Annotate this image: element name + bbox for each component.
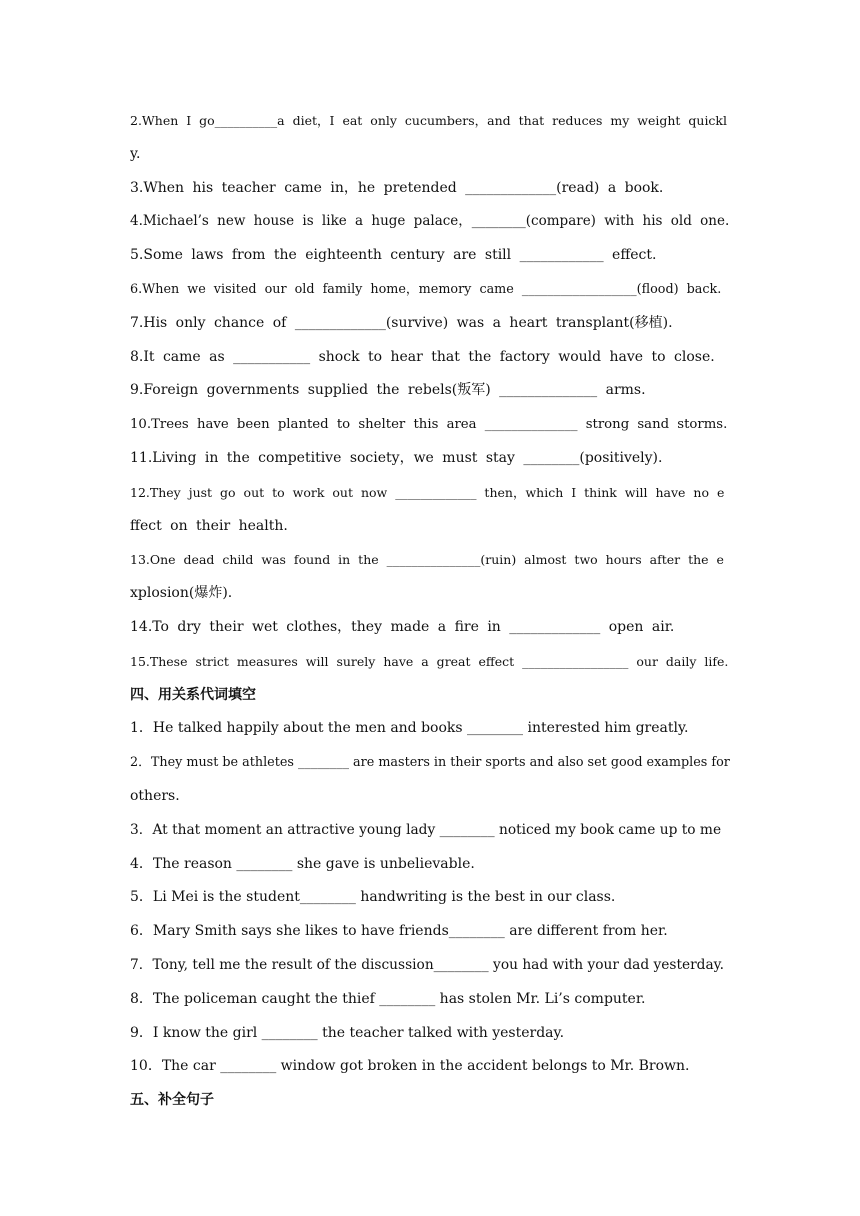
exercise-line: 12.They just go out to work out now _____________ then，which I think will have no e (130, 484, 725, 500)
exercise-line: 3．At that moment an attractive young lady ________ noticed my book came up to me (130, 821, 722, 838)
exercise-line: 4．The reason ________ she gave is unbelievable. (130, 855, 475, 872)
section-heading: 四、用关系代词填空 (130, 686, 256, 703)
exercise-line: 15.These strict measures will surely have a great effect _________________ our daily life. (130, 653, 729, 669)
exercise-line: 4.Michael’s new house is like a huge palace，________(compare) with his old one. (130, 213, 730, 230)
exercise-line: 9．I know the girl ________ the teacher talked with yesterday. (130, 1024, 565, 1041)
exercise-line: 3.When his teacher came in，he pretended _____________(read) a book. (130, 179, 664, 196)
exercise-line: 5．Li Mei is the student________ handwriting is the best in our class. (130, 889, 616, 906)
exercise-line: others. (130, 787, 180, 804)
exercise-line: 5.Some laws from the eighteenth century are still ____________ effect. (130, 247, 657, 264)
exercise-line: 7．Tony, tell me the result of the discussion________ you had with your dad yesterday. (130, 956, 724, 973)
document-content (130, 104, 730, 1118)
exercise-line: 10.Trees have been planted to shelter this area ______________ strong sand storms. (130, 417, 728, 433)
exercise-line: 8．The policeman caught the thief ________ has stolen Mr. Li’s computer. (130, 990, 646, 1007)
exercise-line: y. (130, 145, 141, 162)
exercise-line: 6．Mary Smith says she likes to have friends________ are different from her. (130, 923, 668, 940)
exercise-line: 2.When I go__________a diet，I eat only cucumbers，and that reduces my weight quickl (130, 113, 728, 128)
exercise-line: 7.His only chance of _____________(survive) was a heart transplant(移植). (130, 314, 673, 331)
exercise-line: 14.To dry their wet clothes，they made a fire in _____________ open air. (130, 618, 675, 635)
exercise-line: xplosion(爆炸). (130, 585, 233, 602)
exercise-line: ffect on their health. (130, 517, 288, 534)
exercise-line: 11.Living in the competitive society，we must stay ________(positively). (130, 449, 663, 466)
exercise-line: 2．They must be athletes ________ are masters in their sports and also set good examples for (130, 755, 730, 771)
exercise-line: 6.When we visited our old family home，memory came __________________(flood) back. (130, 281, 722, 297)
exercise-line: 10．The car ________ window got broken in the accident belongs to Mr. Brown. (130, 1058, 690, 1075)
exercise-line: 8.It came as ___________ shock to hear that the factory would have to close. (130, 348, 715, 365)
exercise-line: 9.Foreign governments supplied the rebels(叛军) ______________ arms. (130, 382, 646, 399)
exercise-line: 13.One dead child was found in the _______________(ruin) almost two hours after the e (130, 552, 724, 568)
section-heading: 五、补全句子 (130, 1092, 214, 1109)
exercise-line: 1．He talked happily about the men and books ________ interested him greatly. (130, 720, 689, 737)
